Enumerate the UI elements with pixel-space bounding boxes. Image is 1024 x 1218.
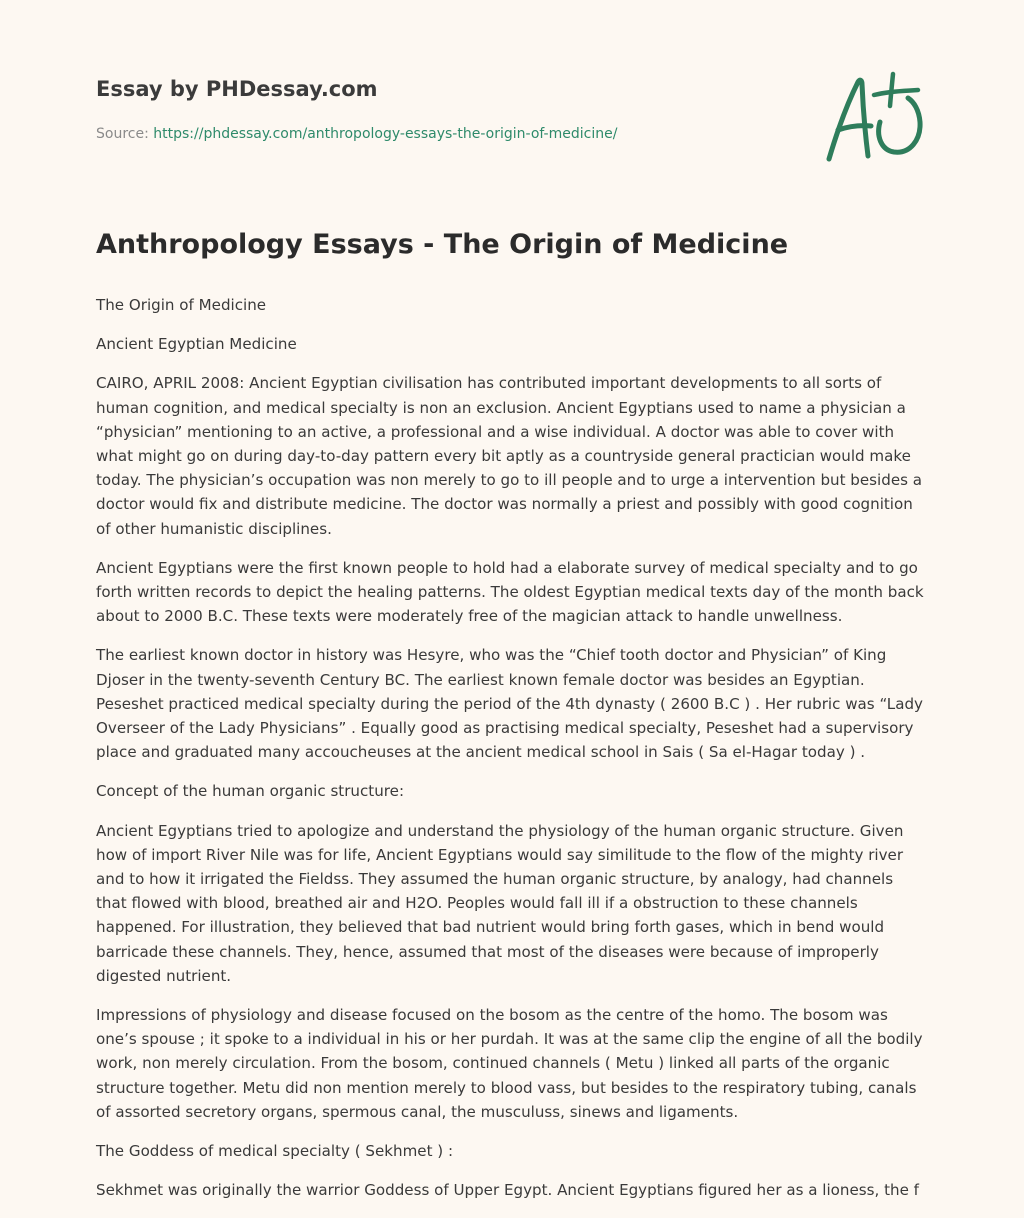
article-paragraph: Sekhmet was originally the warrior Goddess of Upper Egypt. Ancient Egyptians figured her as a lioness, the f bbox=[96, 1181, 919, 1200]
article-title: Anthropology Essays - The Origin of Medicine bbox=[96, 229, 789, 260]
article bbox=[96, 225, 926, 1218]
page-header bbox=[96, 74, 796, 144]
source-line bbox=[96, 124, 796, 144]
article-paragraph: Ancient Egyptian Medicine bbox=[96, 335, 297, 354]
article-paragraph: Concept of the human organic structure: bbox=[96, 782, 405, 801]
article-paragraph: The Origin of Medicine bbox=[96, 296, 267, 314]
article-paragraph: The Goddess of medical specialty ( Sekhmet ) : bbox=[96, 1142, 454, 1161]
source-link[interactable]: https://phdessay.com/anthropology-essays-the-origin-of-medicine/ bbox=[153, 126, 618, 142]
source-label: Source: bbox=[96, 126, 154, 142]
article-paragraph: The earliest known doctor in history was Hesyre, who was the “Chief tooth doctor and Physician” of King Djoser in the twenty-seventh Century BC. The earliest known female doctor was besides an Egyptian. Peseshet practiced medical specialty during the period of the 4th dynasty ( 2600 B.C ) . Her rubric was “Lady Overseer of the Lady Physicians” . Equally good as practising medical specialty, Peseshet had a supervisory place and graduated many accoucheuses at the ancient medical school in Sais ( Sa el-Hagar today ) . bbox=[96, 646, 923, 762]
site-brand: Essay by PHDessay.com bbox=[96, 77, 378, 101]
a-plus-logo-icon bbox=[822, 70, 926, 166]
article-paragraph: Impressions of physiology and disease focused on the bosom as the centre of the homo. The bosom was one’s spouse ; it spoke to a individual in his or her purdah. It was at the same clip the engine of all the bodily work, non merely circulation. From the bosom, continued channels ( Metu ) linked all parts of the organic structure together. Metu did non mention merely to blood vass, but besides to the respiratory tubing, canals of assorted secretory organs, spermous canal, the musculuss, sinews and ligaments. bbox=[96, 1006, 923, 1121]
article-paragraph: Ancient Egyptians tried to apologize and understand the physiology of the human organic structure. Given how of import River Nile was for life, Ancient Egyptians would say similitude to the flow of the mighty river and to how it irrigated the Fieldss. They assumed the human organic structure, by analogy, had channels that flowed with blood, breathed air and H2O. Peoples would fall ill if a obstruction to these channels happened. For illustration, they believed that bad nutrient would bring forth gases, which in bend would barricade these channels. They, hence, assumed that most of the diseases were because of improperly digested nutrient. bbox=[96, 821, 904, 985]
article-paragraph: Ancient Egyptians were the first known people to hold had a elaborate survey of medical specialty and to go forth written records to depict the healing patterns. The oldest Egyptian medical texts day of the month back about to 2000 B.C. These texts were moderately free of the magician attack to handle unwellness. bbox=[96, 558, 924, 626]
article-paragraph: CAIRO, APRIL 2008: Ancient Egyptian civilisation has contributed important developments to all sorts of human cognition, and medical specialty is non an exclusion. Ancient Egyptians used to name a physician a “physician” mentioning to an active, a professional and a wise individual. A doctor was able to cover with what might go on during day-to-day pattern every bit aptly as a countryside general practician would make today. The physician’s occupation was non merely to go to ill people and to urge a intervention but besides a doctor would fix and distribute medicine. The doctor was normally a priest and possibly with good cognition of other humanistic disciplines. bbox=[96, 374, 923, 538]
